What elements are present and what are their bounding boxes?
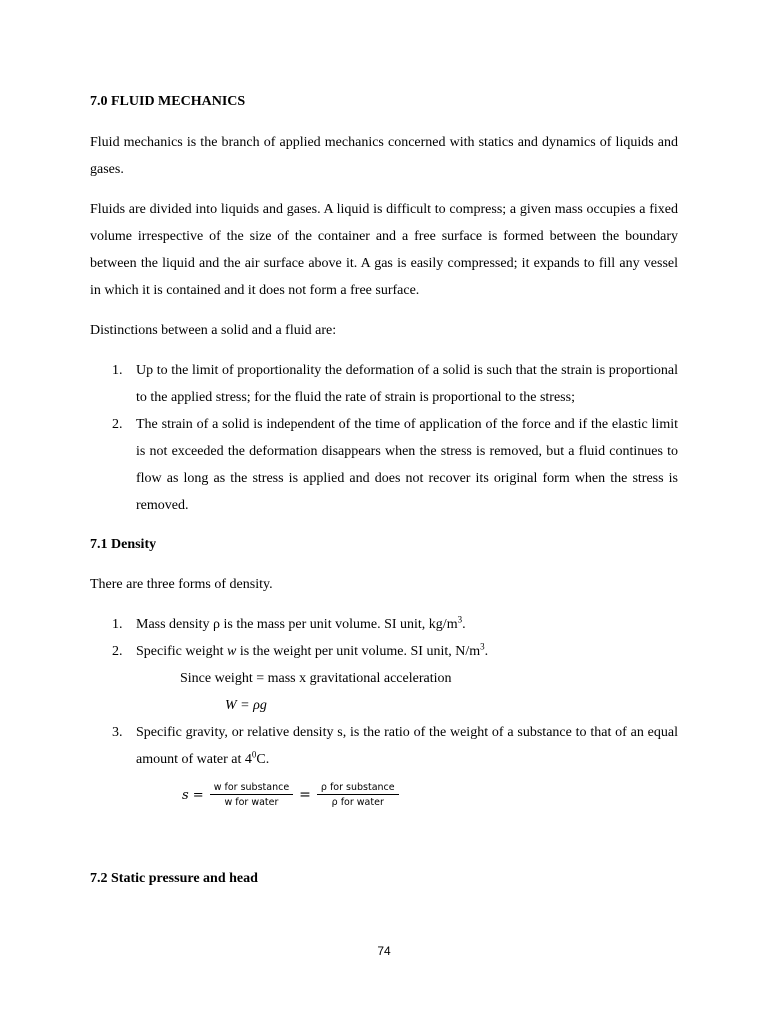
weight-formula: W = ρg	[225, 698, 267, 713]
distinctions-list	[90, 357, 678, 519]
list-item-specific-weight	[90, 638, 678, 665]
paragraph-distinctions-intro: Distinctions between a solid and a fluid are:	[90, 323, 337, 338]
list-item-text: Specific weight	[136, 644, 227, 659]
section-heading-static-pressure: 7.2 Static pressure and head	[90, 871, 258, 886]
list-item	[90, 357, 678, 411]
list-item-text: Mass density ρ is the mass per unit volume. SI unit, kg/m	[136, 617, 458, 632]
specific-gravity-formula	[90, 777, 678, 813]
paragraph-fluids: Fluids are divided into liquids and gases. A liquid is difficult to compress; a given mass occupies a fixed volume irrespective of the size of the container and a free surface is formed between the boundary between the liquid and the air surface above it. A gas is easily compressed; it expands to fill any vessel in which it is contained and it does not form a free surface.	[90, 202, 678, 298]
list-number: 2.	[112, 644, 123, 659]
variable-w: w	[226, 644, 237, 659]
text-tail: .	[484, 644, 489, 659]
fraction-numerator: w for substance	[210, 782, 293, 795]
list-item-text: Up to the limit of proportionality the deformation of a solid is such that the strain is proportional to the applied stress; for the fluid the rate of strain is proportional to the stress;	[136, 363, 678, 405]
page-number: 74	[377, 944, 391, 958]
fraction-denominator: w for water	[224, 797, 279, 808]
list-number: 1.	[112, 363, 123, 378]
list-item-mass-density	[90, 611, 678, 638]
fraction-numerator: ρ for substance	[317, 782, 399, 795]
list-item	[90, 411, 678, 519]
paragraph-definition: Fluid mechanics is the branch of applied mechanics concerned with statics and dynamics of liquids and gases.	[90, 135, 678, 177]
density-list	[90, 611, 678, 813]
text-tail: C.	[256, 752, 270, 767]
list-number: 1.	[112, 617, 123, 632]
fraction-weight	[210, 782, 293, 808]
equals-sign: =	[299, 787, 311, 803]
since-weight-line: Since weight = mass x gravitational acceleration	[180, 671, 452, 686]
fraction-denominator: ρ for water	[331, 797, 384, 808]
text-tail: .	[462, 617, 466, 632]
list-number: 3.	[112, 725, 123, 740]
section-heading-fluid-mechanics: 7.0 FLUID MECHANICS	[90, 94, 246, 109]
list-item-text: The strain of a solid is independent of the time of application of the force and if the elastic limit is not exceeded the deformation disappears when the stress is removed, but a fluid continues to flow as long as the stress is applied and does not recover its original form when the stress is removed.	[136, 417, 678, 513]
section-heading-density: 7.1 Density	[90, 537, 157, 552]
list-item-specific-gravity	[90, 719, 678, 773]
formula-lhs: s =	[182, 787, 204, 803]
superscript: 0	[251, 749, 257, 760]
list-item-text: Specific gravity, or relative density s, is the ratio of the weight of a substance to that of an equal amount of water at 4	[136, 725, 678, 767]
list-item-text-cont: is the weight per unit volume. SI unit, N/m	[236, 644, 481, 659]
superscript: 3	[457, 614, 463, 625]
fraction-density	[317, 782, 399, 808]
page-content	[90, 88, 678, 892]
paragraph-density-intro: There are three forms of density.	[90, 577, 273, 592]
list-number: 2.	[112, 417, 123, 432]
superscript: 3	[480, 641, 485, 652]
